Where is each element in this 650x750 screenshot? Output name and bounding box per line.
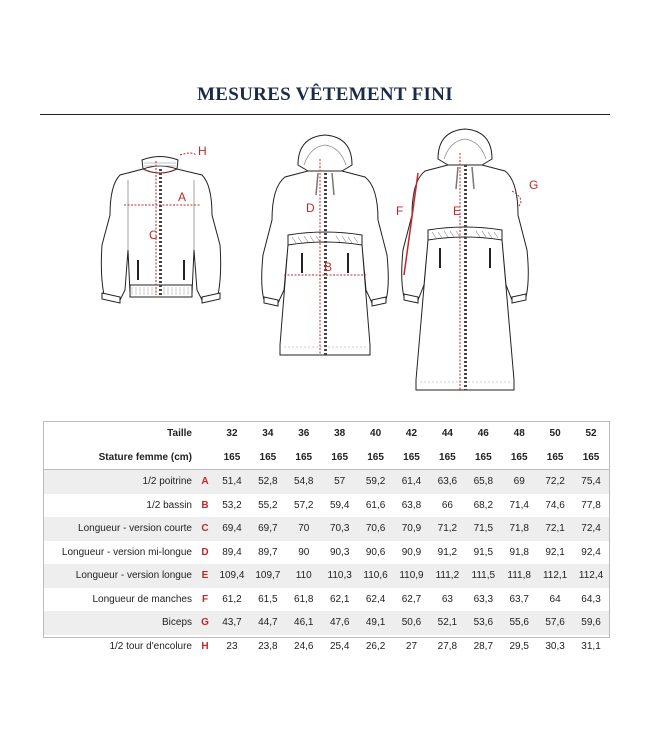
measurement-value: 109,7 (250, 564, 286, 588)
measurement-value: 55,2 (258, 499, 278, 511)
measurement-value: 59,4 (329, 499, 350, 511)
measurement-value: 30,3 (545, 640, 565, 652)
measurement-value: 62,7 (401, 593, 422, 605)
table-row (44, 517, 609, 541)
table-row (44, 494, 609, 518)
measurement-value: 89,7 (258, 546, 278, 558)
measurement-value: 51,4 (214, 470, 250, 494)
measurement-value: 27 (405, 640, 418, 652)
size-label: Taille (167, 428, 192, 440)
stature-cell: 165 (465, 446, 501, 470)
measurement-value: 31,1 (581, 640, 601, 652)
long-parka-drawing (402, 129, 529, 390)
measurement-value: 53,2 (222, 499, 242, 511)
stature-cell: 165 (250, 446, 286, 470)
stature-cell: 165 (394, 446, 430, 470)
size-header-cell: 36 (298, 428, 310, 440)
measurement-letter: H (201, 640, 209, 652)
stature-cell: 165 (358, 446, 394, 470)
measurement-value: 47,6 (322, 611, 358, 635)
measurement-label: 1/2 bassin (146, 499, 192, 511)
measurement-value: 59,2 (358, 470, 394, 494)
measurement-value: 52,8 (250, 470, 286, 494)
measurement-value: 68,2 (473, 499, 494, 511)
stature-cell: 165 (429, 446, 465, 470)
measurement-letter: B (201, 499, 209, 511)
page-title: MESURES VÊTEMENT FINI (197, 84, 453, 105)
measurement-value: 62,1 (329, 593, 350, 605)
size-header-cell: 34 (262, 428, 274, 440)
measurement-value: 59,6 (573, 611, 609, 635)
measurement-value: 74,6 (545, 499, 565, 511)
size-header-cell: 50 (549, 428, 561, 440)
measurement-value: 63,3 (473, 593, 494, 605)
diagram-letter-d: D (306, 201, 315, 215)
diagram-letter-h: H (198, 144, 207, 158)
measurement-value: 71,4 (509, 499, 529, 511)
measurement-letter: G (196, 611, 214, 635)
measurement-value: 63,6 (429, 470, 465, 494)
garment-diagrams (80, 125, 570, 410)
measurement-value: 44,7 (250, 611, 286, 635)
measurement-letter: D (201, 546, 209, 558)
measurement-letter: E (196, 564, 214, 588)
measurement-letter: C (196, 517, 214, 541)
diagram-letter-f: F (396, 204, 404, 218)
measurement-label: Longueur - version longue (44, 564, 196, 588)
measurement-value: 50,6 (394, 611, 430, 635)
measurement-value: 110,9 (394, 564, 430, 588)
measurement-value: 57,6 (537, 611, 573, 635)
measurement-value: 61,2 (222, 593, 242, 605)
diagram-letter-g: G (529, 178, 539, 192)
measurement-value: 71,2 (429, 517, 465, 541)
measurement-value: 66 (441, 499, 453, 511)
measurement-value: 69 (501, 470, 537, 494)
size-header-cell: 40 (370, 428, 382, 440)
measurement-value: 64 (549, 593, 561, 605)
measurement-value: 91,2 (437, 546, 458, 558)
measurement-value: 62,4 (365, 593, 386, 605)
jacket-drawing (101, 157, 220, 304)
table-row (44, 564, 609, 588)
measurement-value: 111,2 (429, 564, 465, 588)
diagram-letter-c: C (149, 228, 158, 242)
mid-parka-drawing (262, 135, 389, 355)
measurement-value: 63,8 (401, 499, 422, 511)
measurement-value: 89,4 (222, 546, 242, 558)
size-header-cell: 48 (513, 428, 525, 440)
measurement-value: 111,8 (501, 564, 537, 588)
diagram-letter-b: B (324, 260, 333, 274)
measurement-value: 112,4 (573, 564, 609, 588)
table-header-sizes (44, 422, 609, 446)
measurement-label: Longueur de manches (92, 593, 192, 605)
measurement-value: 43,7 (214, 611, 250, 635)
stature-cell: 165 (573, 446, 609, 470)
measurement-value: 70,3 (322, 517, 358, 541)
measurement-value: 69,7 (250, 517, 286, 541)
table-row (44, 611, 609, 635)
measurement-value: 71,5 (465, 517, 501, 541)
measurement-label: Longueur - version mi-longue (61, 546, 192, 558)
measurement-value: 23 (226, 640, 238, 652)
diagram-letter-a: A (178, 190, 187, 204)
measurement-value: 71,8 (501, 517, 537, 541)
measurement-value: 112,1 (537, 564, 573, 588)
measurement-value: 70,6 (358, 517, 394, 541)
measurement-value: 55,6 (501, 611, 537, 635)
measurement-value: 92,4 (581, 546, 601, 558)
measurement-value: 54,8 (286, 470, 322, 494)
stature-cell: 165 (322, 446, 358, 470)
measurement-label: 1/2 poitrine (44, 470, 196, 494)
stature-cell: 165 (214, 446, 250, 470)
measurement-value: 90 (298, 546, 310, 558)
measurement-value: 61,5 (258, 593, 278, 605)
stature-cell: 165 (501, 446, 537, 470)
measurement-value: 109,4 (214, 564, 250, 588)
stature-label: Stature femme (cm) (44, 446, 196, 470)
measurement-value: 90,6 (365, 546, 386, 558)
measurement-value: 92,1 (545, 546, 565, 558)
size-header-cell: 38 (334, 428, 346, 440)
measurement-value: 61,4 (394, 470, 430, 494)
size-header-cell: 52 (585, 428, 597, 440)
measurement-value: 70 (286, 517, 322, 541)
measurement-value: 72,2 (537, 470, 573, 494)
measurement-label: 1/2 tour d'encolure (109, 640, 192, 652)
measurement-value: 61,8 (294, 593, 314, 605)
measurement-value: 64,3 (581, 593, 601, 605)
measurement-value: 63,7 (509, 593, 529, 605)
table-row (44, 541, 609, 565)
table-header-stature (44, 446, 609, 470)
size-header-cell: 42 (405, 428, 418, 440)
measurement-value: 46,1 (286, 611, 322, 635)
measurement-value: 91,8 (509, 546, 529, 558)
measurement-value: 110 (286, 564, 322, 588)
measurement-value: 69,4 (214, 517, 250, 541)
measurement-value: 27,8 (437, 640, 458, 652)
measurement-value: 26,2 (365, 640, 386, 652)
measurement-value: 90,3 (329, 546, 350, 558)
table-row (44, 470, 609, 494)
measurement-label: Longueur - version courte (44, 517, 196, 541)
measurement-label: Biceps (44, 611, 196, 635)
measurement-value: 65,8 (465, 470, 501, 494)
measurement-value: 111,5 (465, 564, 501, 588)
table-row (44, 588, 609, 612)
measurement-value: 24,6 (294, 640, 314, 652)
measurement-value: 53,6 (465, 611, 501, 635)
size-header-cell: 32 (226, 428, 238, 440)
measurement-value: 110,6 (358, 564, 394, 588)
measurement-value: 63 (441, 593, 453, 605)
measurement-value: 29,5 (509, 640, 529, 652)
measurement-value: 75,4 (573, 470, 609, 494)
measurement-value: 90,9 (401, 546, 422, 558)
measurement-value: 23,8 (258, 640, 278, 652)
measurement-value: 57,2 (294, 499, 314, 511)
stature-cell: 165 (286, 446, 322, 470)
measurement-value: 72,4 (573, 517, 609, 541)
measurement-value: 70,9 (394, 517, 430, 541)
size-header-cell: 44 (441, 428, 453, 440)
measurement-value: 25,4 (329, 640, 350, 652)
title-divider (40, 114, 610, 115)
measurement-value: 61,6 (365, 499, 386, 511)
measurement-value: 91,5 (473, 546, 494, 558)
size-header-cell: 46 (477, 428, 489, 440)
diagram-letter-e: E (453, 204, 462, 218)
measurement-value: 28,7 (473, 640, 494, 652)
measurement-value: 77,8 (581, 499, 601, 511)
measurement-value: 49,1 (358, 611, 394, 635)
stature-cell: 165 (537, 446, 573, 470)
table-row (44, 635, 609, 659)
measurement-value: 72,1 (537, 517, 573, 541)
measurement-table (43, 421, 610, 652)
measurement-value: 110,3 (322, 564, 358, 588)
measurement-value: 52,1 (429, 611, 465, 635)
measurement-letter: A (196, 470, 214, 494)
measurement-value: 57 (322, 470, 358, 494)
measurement-letter: F (201, 593, 209, 605)
